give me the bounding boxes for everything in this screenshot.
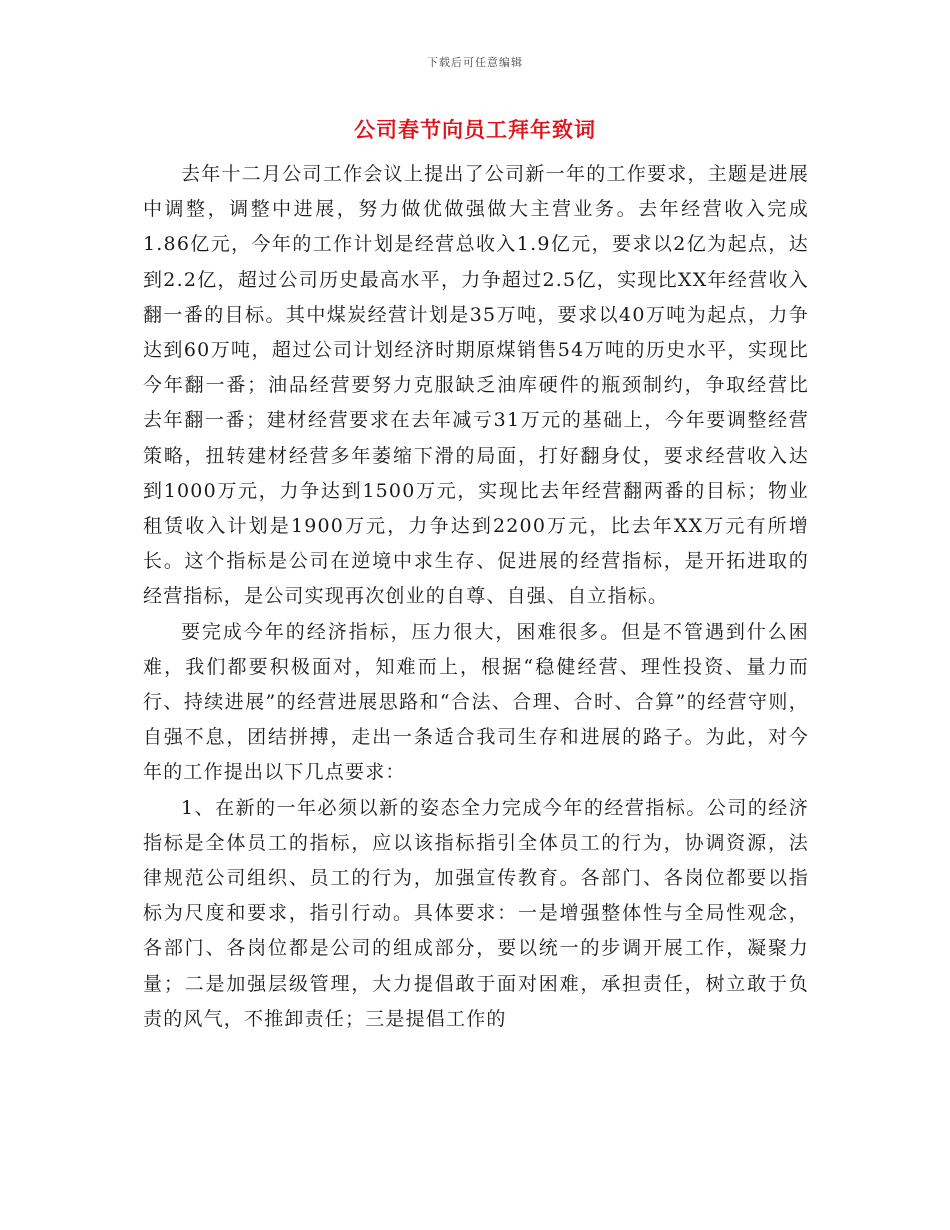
paragraph-2: 要完成今年的经济指标，压力很大，困难很多。但是不管遇到什么困难，我们都要积极面对，知难而上，根据“稳健经营、理性投资、量力而行、持续进展”的经营进展思路和“合法、合理、合时、合算”的经营守则，自强不息，团结拼搏，走出一条适合我司生存和进展的路子。为此，对今年的工作提出以下几点要求： — [143, 620, 809, 784]
document-title: 公司春节向员工拜年致词 — [354, 117, 596, 142]
header-note: 下载后可任意编辑 — [427, 56, 523, 69]
document-body — [143, 157, 809, 1037]
paragraph-1: 去年十二月公司工作会议上提出了公司新一年的工作要求，主题是进展中调整，调整中进展，努力做优做强做大主营业务。去年经营收入完成1.86亿元，今年的工作计划是经营总收入1.9亿元，要求以2亿为起点，达到2.2亿，超过公司历史最高水平，力争超过2.5亿，实现比XX年经营收入翻一番的目标。其中煤炭经营计划是35万吨，要求以40万吨为起点，力争达到60万吨，超过公司计划经济时期原煤销售54万吨的历史水平，实现比今年翻一番；油品经营要努力克服缺乏油库硬件的瓶颈制约，争取经营比去年翻一番；建材经营要求在去年减亏31万元的基础上，今年要调整经营策略，扭转建材经营多年萎缩下滑的局面，打好翻身仗，要求经营收入达到1000万元，力争达到1500万元，实现比去年经营翻两番的目标；物业租赁收入计划是1900万元，力争达到2200万元，比去年XX万元有所增长。这个指标是公司在逆境中求生存、促进展的经营指标，是开拓进取的经营指标，是公司实现再次创业的自尊、自强、自立指标。 — [143, 163, 809, 608]
paragraph-3: 1、在新的一年必须以新的姿态全力完成今年的经营指标。公司的经济指标是全体员工的指标，应以该指标指引全体员工的行为，协调资源，法律规范公司组织、员工的行为，加强宣传教育。各部门、各岗位都要以指标为尺度和要求，指引行动。具体要求：一是增强整体性与全局性观念，各部门、各岗位都是公司的组成部分，要以统一的步调开展工作，凝聚力量；二是加强层级管理，大力提倡敢于面对困难，承担责任，树立敢于负责的风气，不推卸责任；三是提倡工作的 — [143, 796, 809, 1030]
